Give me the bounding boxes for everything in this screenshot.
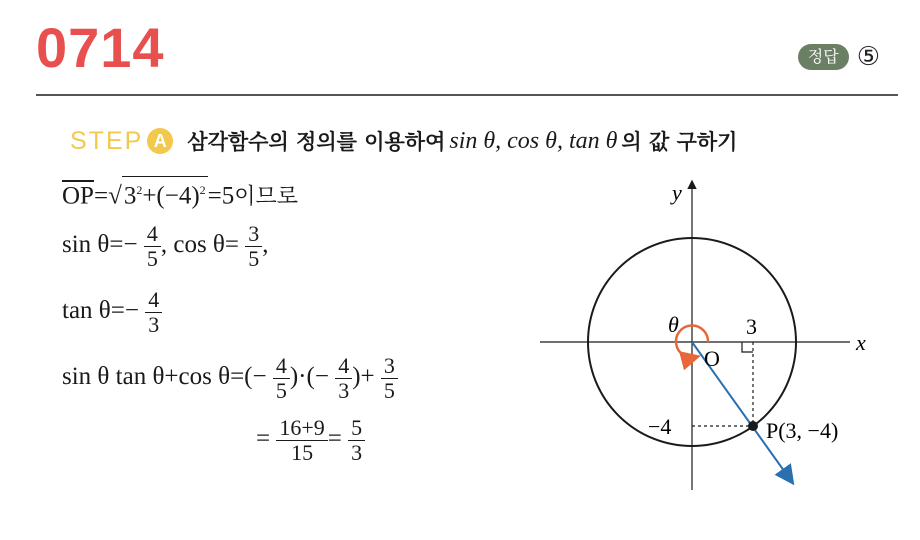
x-tick-label: 3 <box>746 314 757 339</box>
tan-line <box>62 288 162 337</box>
cos-label: , cos θ= <box>160 231 240 259</box>
step-heading <box>70 126 737 156</box>
sin-label: sin θ=− <box>62 231 138 259</box>
step-title-math: sin θ, cos θ, tan θ <box>449 128 618 154</box>
cos-fraction <box>245 222 262 271</box>
result-frac1 <box>276 416 327 465</box>
sin-cos-line <box>62 222 269 271</box>
sin-den: 5 <box>146 246 158 271</box>
unit-circle-figure <box>520 170 900 500</box>
result-frac1-den: 15 <box>291 440 314 465</box>
exp2: 2 <box>199 183 206 197</box>
header-divider <box>36 94 898 96</box>
result-equals: = <box>256 425 271 453</box>
theta-label: θ <box>668 312 679 337</box>
expr-frac3-den: 5 <box>383 378 395 403</box>
expr-frac3-num: 3 <box>381 354 398 379</box>
result-line <box>256 416 365 465</box>
y-tick-label: −4 <box>648 414 672 439</box>
y-axis-label: y <box>672 180 682 205</box>
expr-label: sin θ tan θ+cos θ= <box>62 363 245 391</box>
x-axis-label: x <box>856 330 866 355</box>
problem-number: 0714 <box>36 16 165 79</box>
op-length-line <box>62 176 298 212</box>
op-value: =5 <box>207 182 235 210</box>
sqrt-body <box>122 176 208 209</box>
op-suffix: 이므로 <box>234 184 299 210</box>
expr-paren1-close: )·(− <box>289 363 329 391</box>
point-p <box>748 421 758 431</box>
answer-badge: 정답 <box>798 44 849 70</box>
result-frac2-den: 3 <box>351 440 363 465</box>
tan-den: 3 <box>148 312 160 337</box>
sin-fraction <box>144 222 161 271</box>
sqrt-term2: +(−4) <box>142 182 200 210</box>
expr-paren1-open: (− <box>244 363 267 391</box>
expr-frac2-den: 3 <box>338 378 350 403</box>
point-label: P(3, −4) <box>766 418 839 443</box>
exp1: 2 <box>136 183 143 197</box>
expr-frac2 <box>335 354 352 403</box>
expr-frac3 <box>381 354 398 403</box>
result-frac2-num: 5 <box>348 416 365 441</box>
tan-fraction <box>145 288 162 337</box>
result-frac2 <box>348 416 365 465</box>
answer-area <box>798 44 880 70</box>
expr-frac1-den: 5 <box>275 378 287 403</box>
tan-label: tan θ=− <box>62 297 139 325</box>
step-title-part1: 삼각함수의 정의를 이용하여 <box>187 130 446 154</box>
cos-num: 3 <box>245 222 262 247</box>
step-letter-badge: A <box>147 128 173 154</box>
right-angle-mark <box>742 342 753 352</box>
cos-den: 5 <box>248 246 260 271</box>
expression-line <box>62 354 398 403</box>
equals: = <box>93 182 109 210</box>
op-segment: $\overline{OP}$ <box>62 182 94 210</box>
step-title-part2: 의 값 구하기 <box>621 130 738 154</box>
sqrt-term1: 3 <box>123 182 137 210</box>
expr-frac1-num: 4 <box>273 354 290 379</box>
result-equals2: = <box>327 425 342 453</box>
sin-num: 4 <box>144 222 161 247</box>
cos-end: , <box>262 231 269 259</box>
answer-value: ⑤ <box>856 42 880 72</box>
tan-num: 4 <box>145 288 162 313</box>
expr-frac1 <box>273 354 290 403</box>
step-word: STEP <box>70 126 144 155</box>
result-frac1-num: 16+9 <box>276 416 327 441</box>
origin-label: O <box>704 346 720 371</box>
expr-paren2-close: )+ <box>352 363 375 391</box>
sqrt-sign: √ <box>108 182 122 210</box>
expr-frac2-num: 4 <box>335 354 352 379</box>
